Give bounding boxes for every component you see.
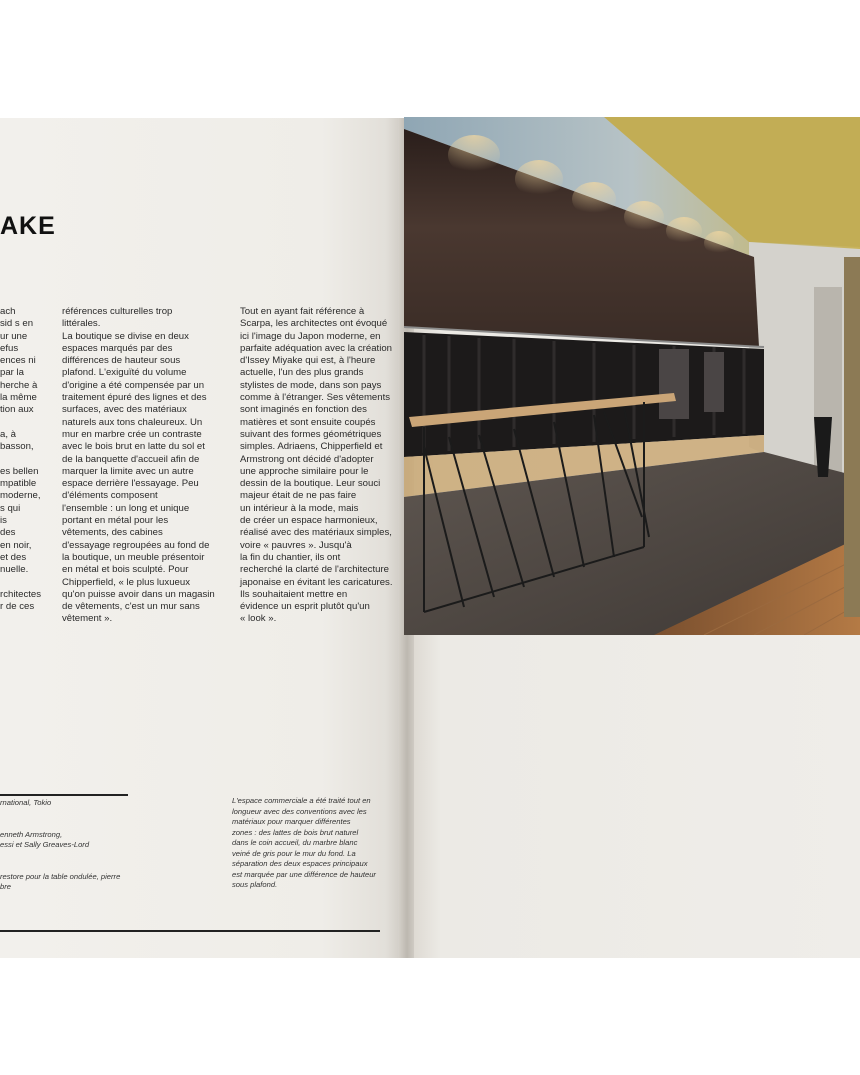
article-title: AKE xyxy=(0,212,56,240)
text-column-3: Tout en ayant fait référence à Scarpa, les architectes ont évoqué ici l'image du Japon moderne, en parfaite adéquation avec la création d'Issey Miyake qui est, à l'heure actuelle, l'un des plus grands stylistes de mode, dans son pays comme à l'étranger. Ses vêtements sont imaginés en fonction des matières et sont ensuite coupés suivant des formes géométriques simples. Adriaens, Chipperfield et Armstrong ont décidé d'adopter une approche similaire pour le dessin de la boutique. Leur souci majeur était de ne pas faire un intérieur à la mode, mais de créer un espace harmonieux, réalisé avec des matériaux simples, voire « pauvres ». Jusqu'à la fin du chantier, ils ont recherché la clarté de l'architecture japonaise en évitant les caricatures. Ils souhaitaient mettre en évidence un esprit plutôt qu'un « look ». xyxy=(240,306,393,625)
left-page xyxy=(0,118,402,958)
boutique-interior-photo xyxy=(404,117,860,635)
text-column-2: références culturelles trop littérales. La boutique se divise en deux espaces marqués par des différences de hauteur sous plafond. L'exiguïté du volume d'origine a été compensée par un traitement épuré des lignes et des surfaces, avec des matériaux naturels aux tons chaleureux. Un mur en marbre crée un contraste avec le bois brut en latte du sol et de la banquette d'accueil afin de marquer la limite avec un autre espace derrière l'essayage. Peu d'éléments composent l'ensemble : un long et unique portant en métal pour les vêtements, des cabines d'essayage regroupées au fond de la boutique, un meuble présentoir en métal et bois sculpté. Pour Chipperfield, « le plus luxueux qu'on puisse avoir dans un magasin de vêtements, c'est un mur sans vêtement ». xyxy=(62,306,215,625)
project-credits: rnational, Tokio enneth Armstrong, essi et Sally Greaves-Lord restore pour la table ondulée, pierre bre xyxy=(0,798,121,891)
photo-caption: L'espace commerciale a été traité tout en longueur avec des conventions avec les matériaux pour marquer différentes zones : des lattes de bois brut naturel dans le coin accueil, du marbre blanc veiné de gris pour le mur du fond. La séparation des deux espaces principaux est marquée par une différence de hauteur sous plafond. xyxy=(232,796,376,889)
credits-rule xyxy=(0,794,128,796)
text-column-1: ach sid s en ur une efus ences ni par la herche à la même tion aux a, à basson, es bellen mpatible moderne, s qui is des en noir, et des nuelle. rchitectes r de ces xyxy=(0,306,42,613)
bottom-rule xyxy=(0,930,380,932)
